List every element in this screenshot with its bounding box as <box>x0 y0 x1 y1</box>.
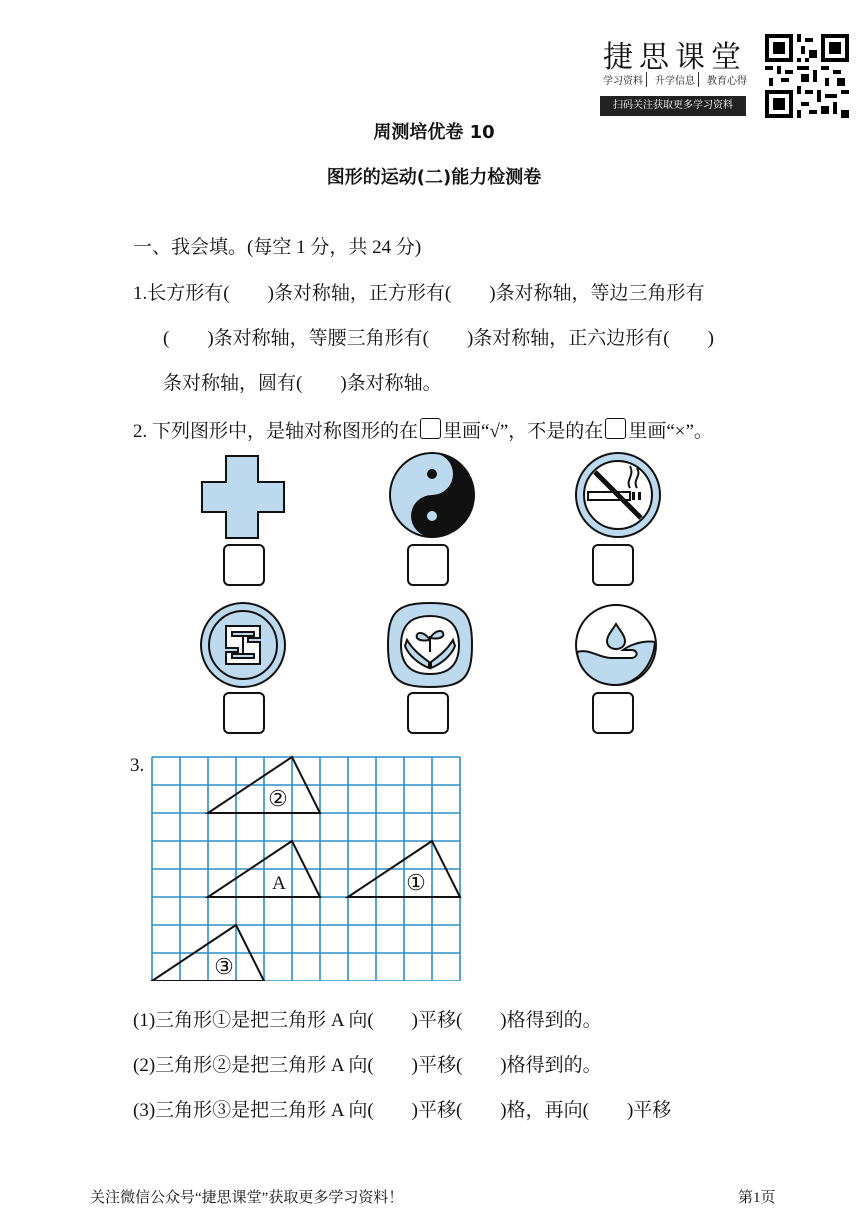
triangle-2-label: ② <box>268 786 288 811</box>
question-1-line-3: 条对称轴，圆有( )条对称轴。 <box>163 373 442 394</box>
no-smoking-icon <box>573 450 663 540</box>
hands-plant-icon <box>385 600 475 690</box>
triangle-a-label: A <box>272 873 286 894</box>
brand-name: 捷思课堂 <box>603 40 747 75</box>
section-heading: 一、我会填。(每空 1 分，共 24 分) <box>133 237 422 258</box>
page-title: 周测培优卷 10 <box>373 122 495 143</box>
brand-tag: 教育心得 <box>707 76 747 87</box>
brand-block <box>600 30 750 120</box>
question-1-line-2: ( )条对称轴，等腰三角形有( )条对称轴，正六边形有( ) <box>163 328 714 349</box>
question-3-sub-2: (2)三角形②是把三角形 A 向( )平移( )格得到的。 <box>133 1055 602 1076</box>
question-2-part-3: 里画“×”。 <box>628 421 713 442</box>
footer-note: 关注微信公众号“捷思课堂”获取更多学习资料！ <box>90 1190 404 1206</box>
answer-box-1[interactable] <box>223 544 265 586</box>
question-1-line-1: 1.长方形有( )条对称轴，正方形有( )条对称轴，等边三角形有 <box>133 283 705 304</box>
yin-yang-icon <box>387 450 477 540</box>
question-3-sub-3: (3)三角形③是把三角形 A 向( )平移( )格，再向( )平移 <box>133 1100 672 1121</box>
triangle-3-label: ③ <box>214 954 234 979</box>
bank-logo-icon <box>198 600 288 690</box>
question-2-part-2: 里画“√”，不是的在 <box>443 421 604 442</box>
inline-box-icon <box>605 418 626 439</box>
answer-box-6[interactable] <box>592 692 634 734</box>
brand-tags <box>600 72 750 87</box>
answer-box-3[interactable] <box>592 544 634 586</box>
answer-box-4[interactable] <box>223 692 265 734</box>
qr-code-icon <box>765 34 849 118</box>
cross-shape <box>198 452 288 542</box>
water-drop-hand-icon <box>571 600 661 690</box>
question-2-part-1: 2. 下列图形中，是轴对称图形的在 <box>133 421 419 442</box>
brand-tag: 升学信息 <box>652 72 699 87</box>
triangle-1-label: ① <box>406 870 426 895</box>
answer-box-2[interactable] <box>407 544 449 586</box>
inline-box-icon <box>420 418 441 439</box>
brand-tag: 学习资料 <box>600 72 647 87</box>
answer-box-5[interactable] <box>407 692 449 734</box>
translation-grid <box>148 755 464 981</box>
brand-bar: 扫码关注获取更多学习资料 <box>600 96 746 116</box>
question-2-text <box>133 416 713 443</box>
question-3-sub-1: (1)三角形①是把三角形 A 向( )平移( )格得到的。 <box>133 1010 602 1031</box>
page-subtitle: 图形的运动(二)能力检测卷 <box>326 167 542 188</box>
question-3-label: 3. <box>130 755 145 776</box>
page-number: 第1页 <box>738 1190 776 1206</box>
